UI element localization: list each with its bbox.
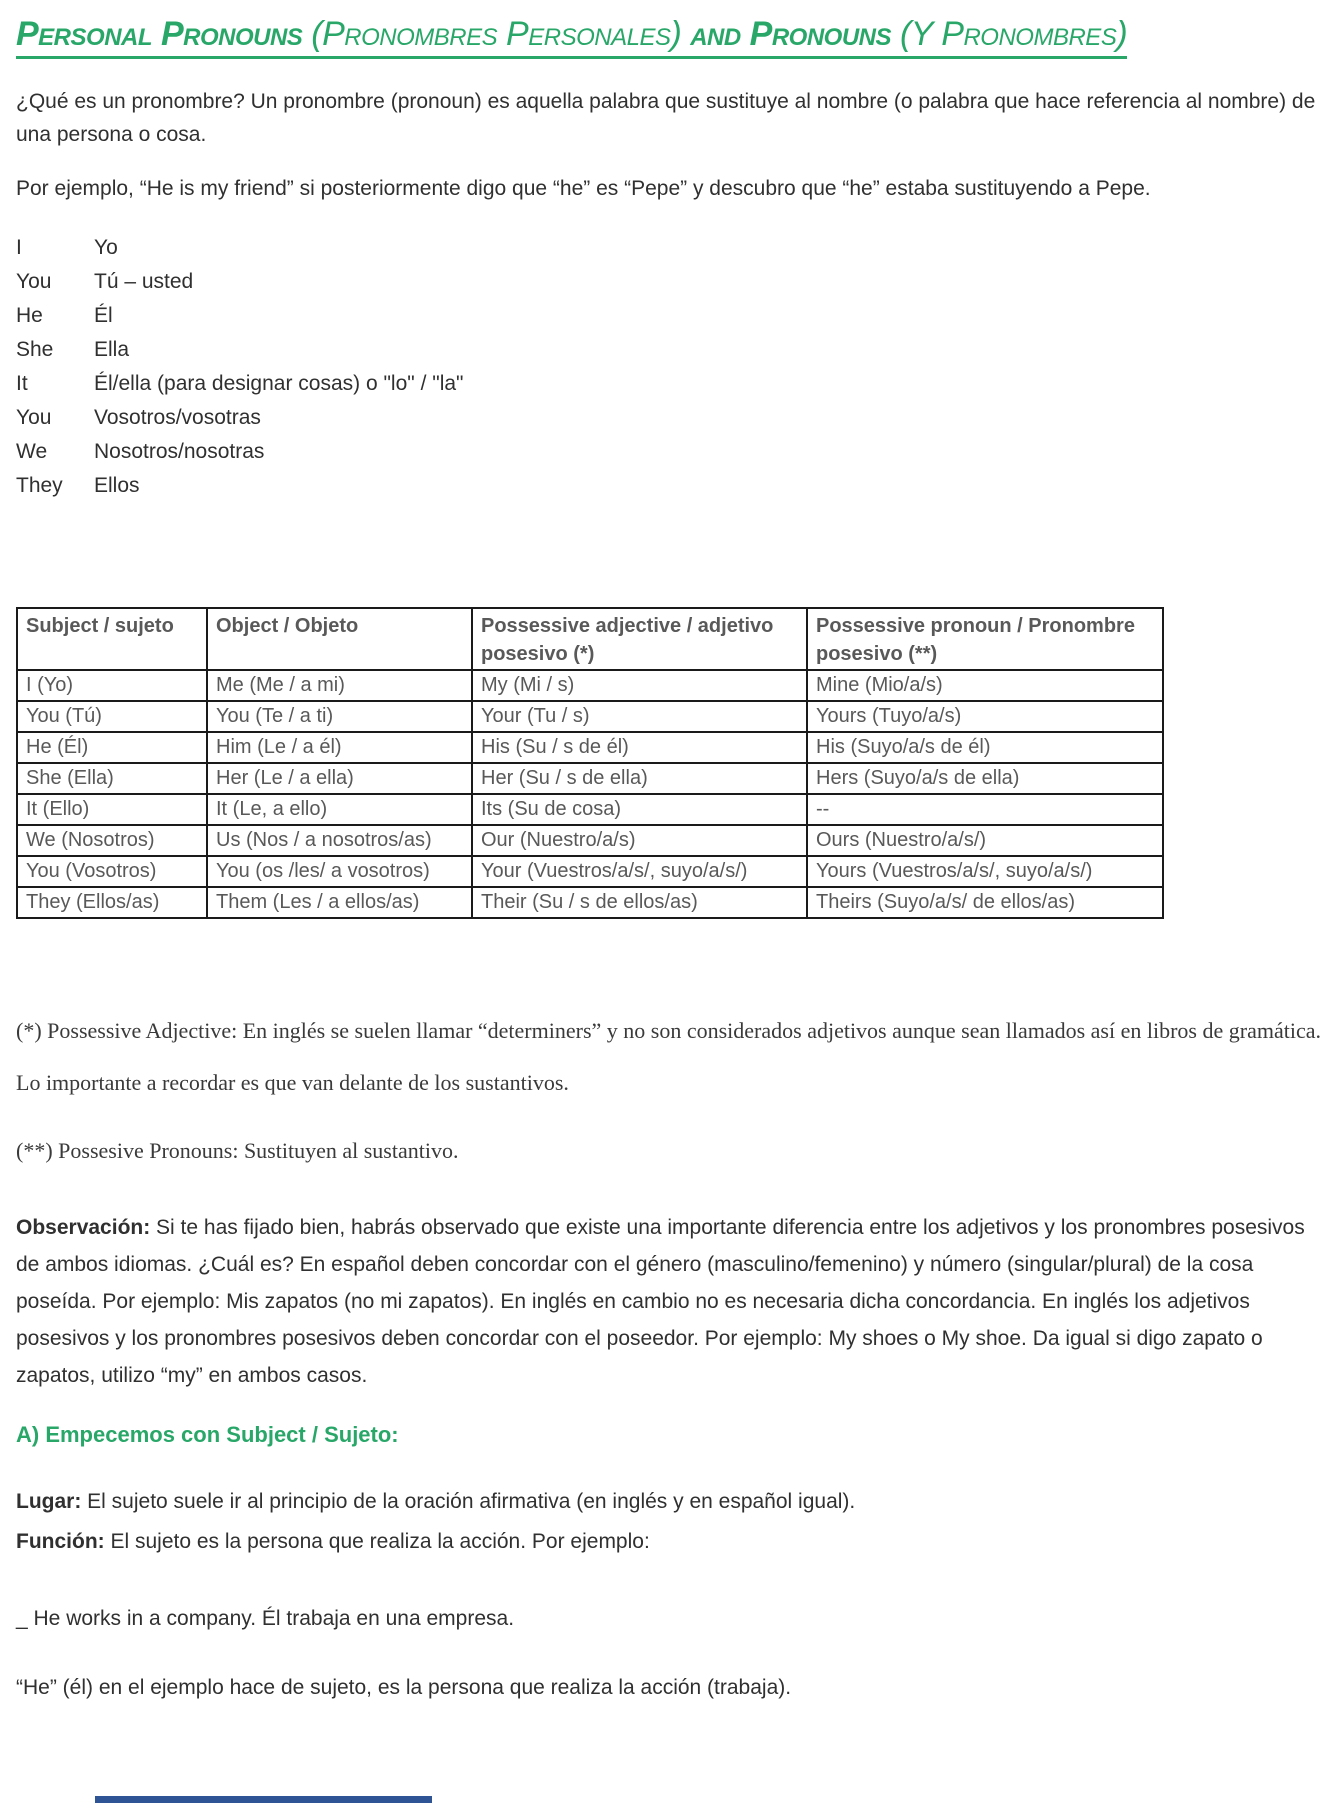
column-header-object: Object / Objeto [207,608,472,670]
table-cell: Me (Me / a mi) [207,670,472,701]
intro-paragraph: ¿Qué es un pronombre? Un pronombre (pronoun) es aquella palabra que sustituye al nombre (o palabra que hace referencia al nombre) de una persona o cosa. [16,89,1316,146]
footnote-possessive-adjective: (*) Possessive Adjective: En inglés se suelen llamar “determiners” y no son considerados adjetivos aunque sean llamados así en libros de gramática. Lo importante a recordar es que van delante de los sustantivos. [16,1017,1321,1095]
pronoun-spanish: Nosotros/nosotras [94,439,265,463]
table-row [17,701,1163,732]
table-cell: Ours (Nuestro/a/s/) [807,825,1163,856]
table-cell: It (Ello) [17,794,207,825]
pronoun-english: You [16,269,52,293]
pronoun-spanish: Ellos [94,473,140,497]
table-cell: She (Ella) [17,763,207,794]
pronoun-english: He [16,303,43,327]
list-item [16,231,1328,265]
list-item [16,435,1328,469]
pronoun-spanish: Vosotros/vosotras [94,405,261,429]
table-cell: Yours (Tuyo/a/s) [807,701,1163,732]
table-cell: Mine (Mio/a/s) [807,670,1163,701]
table-row [17,856,1163,887]
title-segment-main-2: and Pronouns [681,15,900,53]
observacion-text: Si te has fijado bien, habrás observado que existe una importante diferencia entre los adjetivos y los pronombres posesivos de ambos idiomas. ¿Cuál es? En español deben concordar con el género (masculino/femenino) y número (singular/plural) de la cosa poseída. Por ejemplo: Mis zapatos (no mi zapatos). En inglés en cambio no es necesaria dicha concordancia. En inglés los adjetivos posesivos y los pronombres posesivos deben concordar con el poseedor. Por ejemplo: My shoes o My shoe. Da igual si digo zapato o zapatos, utilizo “my” en ambos casos. [16,1215,1305,1387]
pepe-example-paragraph: Por ejemplo, “He is my friend” si posteriormente digo que “he” es “Pepe” y descubro que “he” estaba sustituyendo a Pepe. [16,176,1151,200]
observacion-paragraph [16,1209,1328,1394]
title-segment-paren-2: (Y Pronombres) [899,15,1128,53]
table-cell: You (Te / a ti) [207,701,472,732]
table-cell: Hers (Suyo/a/s de ella) [807,763,1163,794]
column-header-subject: Subject / sujeto [17,608,207,670]
table-cell: You (os /les/ a vosotros) [207,856,472,887]
footnote-possessive-pronouns: (**) Possesive Pronouns: Sustituyen al sustantivo. [16,1137,459,1163]
table-cell: Her (Su / s de ella) [472,763,807,794]
pronoun-spanish: Yo [94,235,118,259]
lugar-paragraph [16,1482,1328,1522]
table-cell: My (Mi / s) [472,670,807,701]
pronoun-spanish: Él [94,303,113,327]
table-row [17,794,1163,825]
table-row [17,732,1163,763]
table-cell: Her (Le / a ella) [207,763,472,794]
table-cell: Our (Nuestro/a/s) [472,825,807,856]
he-works-example: _ He works in a company. Él trabaja en una empresa. [16,1606,515,1630]
list-item [16,469,1328,503]
list-item [16,299,1328,333]
title-segment-main-1: Personal Pronouns [16,15,312,53]
funcion-label: Función: [16,1529,105,1553]
table-cell: Your (Tu / s) [472,701,807,732]
pronoun-list [16,231,1328,503]
table-cell: Yours (Vuestros/a/s/, suyo/a/s/) [807,856,1163,887]
table-row [17,887,1163,918]
column-header-possessive-adjective: Possessive adjective / adjetivo posesivo (*) [472,608,807,670]
list-item [16,367,1328,401]
table-cell: Them (Les / a ellos/as) [207,887,472,918]
table-cell: -- [807,794,1163,825]
observacion-label: Observación: [16,1215,151,1239]
table-header-row [17,608,1163,670]
pronoun-english: You [16,405,52,429]
pronoun-table [16,607,1164,919]
pronoun-spanish: Él/ella (para designar cosas) o "lo" / "la" [94,371,464,395]
table-cell: I (Yo) [17,670,207,701]
table-cell: He (Él) [17,732,207,763]
funcion-text: El sujeto es la persona que realiza la acción. Por ejemplo: [104,1529,650,1553]
table-cell: It (Le, a ello) [207,794,472,825]
table-cell: You (Vosotros) [17,856,207,887]
section-a-heading: A) Empecemos con Subject / Sujeto: [16,1421,399,1447]
table-row [17,825,1163,856]
table-row [17,670,1163,701]
pronoun-english: She [16,337,54,361]
table-cell: Theirs (Suyo/a/s/ de ellos/as) [807,887,1163,918]
table-cell: Its (Su de cosa) [472,794,807,825]
table-cell: Your (Vuestros/a/s/, suyo/a/s/) [472,856,807,887]
pronoun-spanish: Tú – usted [94,269,194,293]
table-cell: Him (Le / a él) [207,732,472,763]
table-cell: Their (Su / s de ellos/as) [472,887,807,918]
list-item [16,401,1328,435]
table-cell: His (Su / s de él) [472,732,807,763]
lugar-label: Lugar: [16,1489,82,1513]
table-cell: His (Suyo/a/s de él) [807,732,1163,763]
table-row [17,763,1163,794]
title-segment-paren-1: (Pronombres Personales) [311,15,682,53]
funcion-paragraph [16,1522,1328,1562]
lugar-text: El sujeto suele ir al principio de la oración afirmativa (en inglés y en español igual). [81,1489,856,1513]
pronoun-english: We [16,439,48,463]
document-title [16,14,1127,59]
table-cell: They (Ellos/as) [17,887,207,918]
closing-sentence: “He” (él) en el ejemplo hace de sujeto, es la persona que realiza la acción (trabaja). [16,1675,792,1699]
pronoun-english: They [16,473,63,497]
pronoun-spanish: Ella [94,337,130,361]
pronoun-english: It [16,371,28,395]
list-item [16,265,1328,299]
table-cell: We (Nosotros) [17,825,207,856]
next-table-top-border-partial [95,1796,432,1803]
table-cell: Us (Nos / a nosotros/as) [207,825,472,856]
list-item [16,333,1328,367]
pronoun-english: I [16,235,22,259]
column-header-possessive-pronoun: Possessive pronoun / Pronombre posesivo (**) [807,608,1163,670]
table-cell: You (Tú) [17,701,207,732]
